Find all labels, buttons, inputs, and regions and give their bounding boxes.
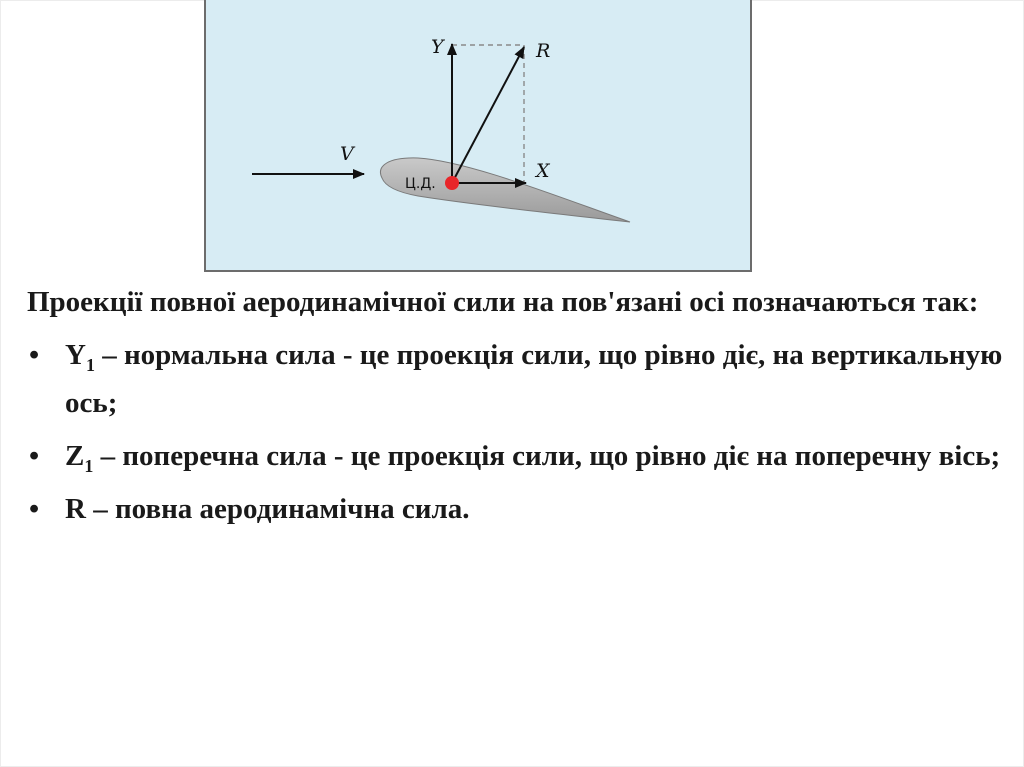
intro-paragraph: Проекції повної аеродинамічної сили на пов'язані осі позначаються так:: [27, 286, 979, 318]
slide-text: [27, 278, 1017, 533]
diagram-canvas: [206, 0, 754, 272]
velocity-label: V: [340, 143, 354, 165]
bullet-icon: •: [29, 493, 40, 525]
center-of-pressure-label: Ц.Д.: [405, 176, 436, 192]
y-axis-label: Y: [431, 36, 444, 58]
item-subscript: 1: [84, 455, 94, 476]
item-symbol: Z: [65, 440, 85, 472]
force-definitions-list: [27, 331, 1017, 533]
item-symbol: R: [65, 493, 86, 525]
list-item-r: [27, 485, 1017, 533]
list-item-z1: [27, 432, 1017, 480]
r-force-arrow: [452, 47, 524, 183]
list-item-y1: [27, 331, 1017, 427]
item-description: – поперечна сила - це проекція сили, що рівно діє на поперечну вісь;: [93, 440, 1001, 472]
center-of-pressure-point: [445, 176, 459, 190]
x-axis-label: X: [536, 160, 550, 182]
aerodynamic-force-diagram: [204, 0, 752, 272]
bullet-icon: •: [29, 440, 40, 472]
r-force-label: R: [536, 40, 551, 62]
item-description: – нормальна сила - це проекція сили, що рівно діє, на вертикальную ось;: [65, 339, 1003, 419]
item-symbol: Y: [65, 339, 86, 371]
item-subscript: 1: [85, 354, 95, 375]
bullet-icon: •: [29, 339, 40, 371]
item-description: – повна аеродинамічна сила.: [85, 493, 470, 525]
